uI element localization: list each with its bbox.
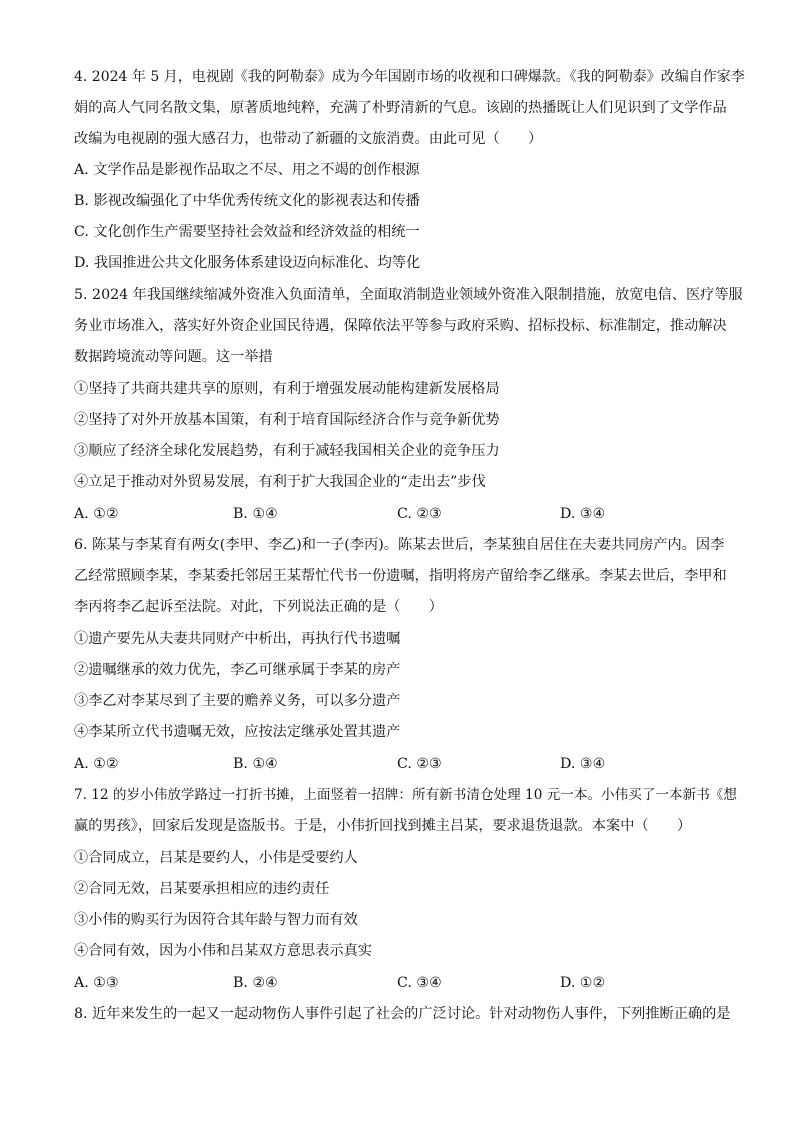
q6-statement-3: ③李乙对李某尽到了主要的赡养义务，可以多分遗产	[74, 693, 401, 709]
q7-choice-c: C. ③④	[397, 975, 442, 991]
q6-choice-b: B. ①④	[233, 756, 278, 772]
q6-statement-1: ①遗产要先从夫妻共同财产中析出，再执行代书遗嘱	[74, 631, 401, 647]
q4-option-d: D. 我国推进公共文化服务体系建设迈向标准化、均等化	[74, 255, 421, 271]
q5-choice-c: C. ②③	[397, 506, 442, 522]
q7-choice-b: B. ②④	[233, 975, 278, 991]
q5-statement-3: ③顺应了经济全球化发展趋势，有利于减轻我国相关企业的竞争压力	[74, 443, 500, 459]
q4-option-a: A. 文学作品是影视作品取之不尽、用之不竭的创作根源	[74, 162, 420, 178]
q5-choice-b: B. ①④	[233, 506, 278, 522]
q7-choice-d: D. ①②	[560, 975, 606, 991]
q5-stem-line-1: 5. 2024 年我国继续缩减外资准入负面清单，全面取消制造业领域外资准入限制措施，放宽电信、医疗等服	[74, 287, 743, 303]
q6-statement-2: ②遗嘱继承的效力优先，李乙可继承属于李某的房产	[74, 662, 401, 678]
q5-statement-1: ①坚持了共商共建共享的原则，有利于增强发展动能构建新发展格局	[74, 381, 500, 397]
q4-option-c: C. 文化创作生产需要坚持社会效益和经济效益的相统一	[74, 224, 420, 240]
q6-choice-a: A. ①②	[74, 756, 119, 772]
q6-choice-d: D. ③④	[560, 756, 606, 772]
q7-stem-line-1: 7. 12 的岁小伟放学路过一打折书摊，上面竖着一招牌：所有新书清仓处理 10 元一本。小伟买了一本新书《想	[74, 787, 737, 803]
q5-choice-d: D. ③④	[560, 506, 606, 522]
q7-statement-4: ④合同有效，因为小伟和吕某双方意思表示真实	[74, 943, 372, 959]
q5-statement-4: ④立足于推动对外贸易发展，有利于扩大我国企业的“走出去”步伐	[74, 474, 486, 490]
q8-stem-line-1: 8. 近年来发生的一起又一起动物伤人事件引起了社会的广泛讨论。针对动物伤人事件，下列推断正确的是	[74, 1006, 731, 1022]
q6-stem-line-1: 6. 陈某与李某育有两女(李甲、李乙)和一子(李丙)。陈某去世后，李某独自居住在夫妻共同房产内。因李	[74, 537, 725, 553]
q6-stem-line-2: 乙经常照顾李某，李某委托邻居王某帮忙代书一份遗嘱，指明将房产留给李乙继承。李某去世后，李甲和	[74, 568, 727, 584]
q6-stem-line-3: 李丙将李乙起诉至法院。对此，下列说法正确的是（ ）	[74, 599, 443, 615]
q7-statement-3: ③小伟的购买行为因符合其年龄与智力而有效	[74, 912, 358, 928]
q7-choice-a: A. ①③	[74, 975, 119, 991]
q5-statement-2: ②坚持了对外开放基本国策，有利于培育国际经济合作与竞争新优势	[74, 412, 500, 428]
q5-choice-a: A. ①②	[74, 506, 119, 522]
q4-stem-line-2: 娟的高人气同名散文集，原著质地纯粹，充满了朴野清新的气息。该剧的热播既让人们见识到了文学作品	[74, 100, 727, 116]
q5-stem-line-2: 务业市场准入，落实好外资企业国民待遇，保障依法平等参与政府采购、招标投标、标准制定，推动解决	[74, 318, 727, 334]
q5-stem-line-3: 数据跨境流动等问题。这一举措	[74, 349, 273, 365]
q4-stem-line-1: 4. 2024 年 5 月，电视剧《我的阿勒泰》成为今年国剧市场的收视和口碑爆款。《我的阿勒泰》改编自作家李	[74, 69, 745, 85]
q4-option-b: B. 影视改编强化了中华优秀传统文化的影视表达和传播	[74, 193, 420, 209]
q6-statement-4: ④李某所立代书遗嘱无效，应按法定继承处置其遗产	[74, 724, 401, 740]
q7-statement-1: ①合同成立，吕某是要约人，小伟是受要约人	[74, 850, 358, 866]
q6-choice-c: C. ②③	[397, 756, 442, 772]
q7-stem-line-2: 赢的男孩》，回家后发现是盗版书。于是，小伟折回找到摊主吕某，要求退货退款。本案中（ ）	[74, 818, 692, 834]
q7-statement-2: ②合同无效，吕某要承担相应的违约责任	[74, 881, 330, 897]
q4-stem-line-3: 改编为电视剧的强大感召力，也带动了新疆的文旅消费。由此可见（ ）	[74, 131, 543, 147]
